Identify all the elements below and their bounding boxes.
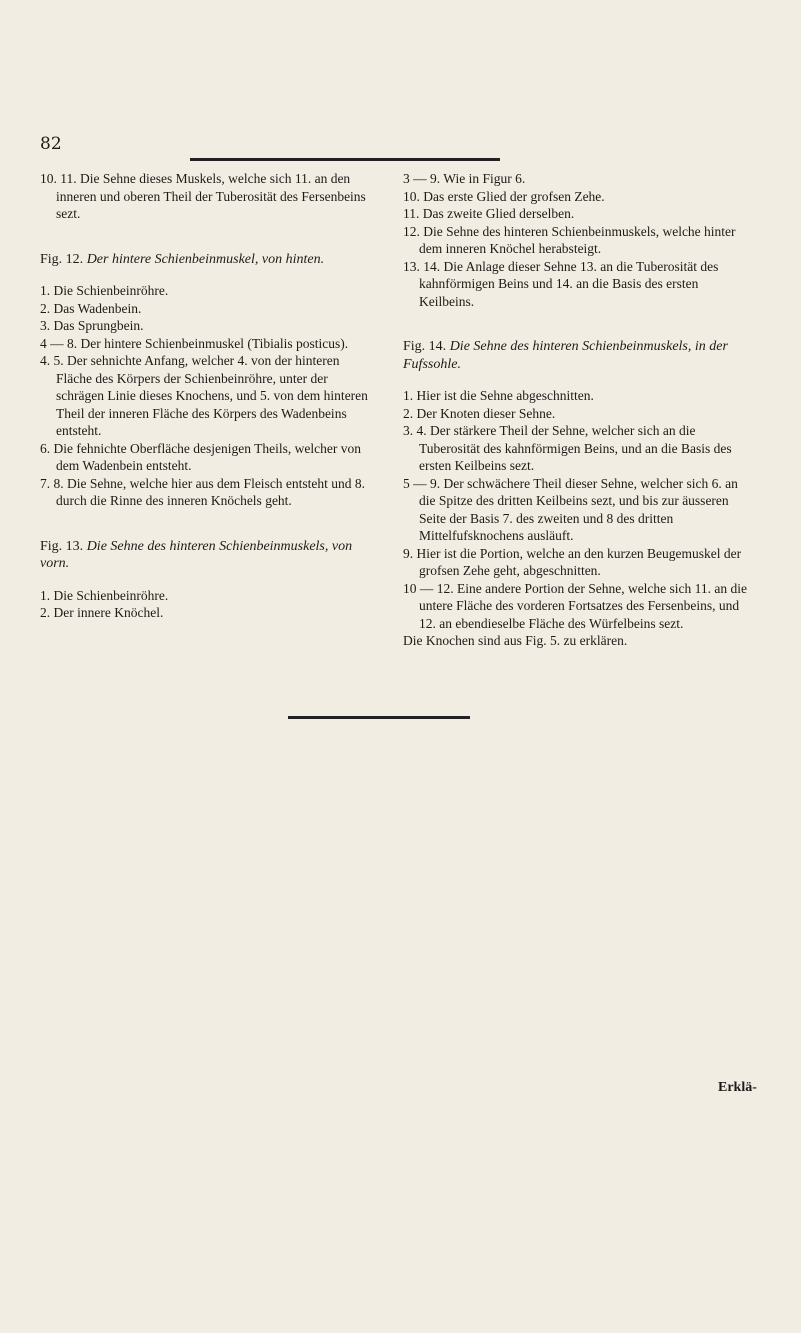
- fig-14-heading: [403, 338, 755, 373]
- top-rule: [190, 158, 500, 161]
- fig-14-title: Die Sehne des hinteren Schienbeinmuskels, in der Fufssohle.: [403, 339, 728, 372]
- fig-12-item-1: 1. Die Schienbeinröhre.: [40, 283, 169, 298]
- fig-13-heading: [40, 538, 370, 573]
- fig-14-label: Fig. 14.: [403, 339, 447, 354]
- fig-13-title: Die Sehne des hinteren Schienbeinmuskels, von vorn.: [40, 538, 353, 571]
- closing-line: Die Knochen sind aus Fig. 5. zu erklären.: [403, 633, 628, 648]
- fig-12-item-7: 7. 8. Die Sehne, welche hier aus dem Fleisch entsteht und 8. durch die Rinne des inneren Knöchels geht.: [40, 475, 366, 508]
- fig-14-item-3: 3. 4. Der stärkere Theil der Sehne, welcher sich an die Tuberosität des kahnförmigen Beins, und an die Basis des ersten Keilbeins sezt.: [403, 423, 732, 473]
- fig-12-label: Fig. 12.: [40, 251, 84, 267]
- fig-13-item-4: 10. Das erste Glied der grofsen Zehe.: [403, 188, 605, 204]
- middle-rule: [288, 716, 470, 719]
- right-column: [403, 170, 755, 650]
- fig-12-heading: [40, 251, 370, 269]
- paragraph-10-11: 10. 11. Die Sehne dieses Muskels, welche sich 11. an den inneren und oberen Theil der Tuberosität des Fersenbeins sezt.: [40, 171, 366, 221]
- fig-14-item-5: 9. Hier ist die Portion, welche an den kurzen Beugemuskel der grofsen Zehe geht, abgeschnitten.: [403, 545, 742, 578]
- fig-12-item-6: 6. Die fehnichte Oberfläche desjenigen Theils, welcher von dem Wadenbein entsteht.: [40, 440, 362, 473]
- fig-13-item-6: 12. Die Sehne des hinteren Schienbeinmuskels, welche hinter dem inneren Knöchel herabsteigt.: [403, 223, 736, 256]
- fig-12-item-3: 3. Das Sprungbein.: [40, 318, 144, 333]
- catchword: Erklä-: [718, 1080, 757, 1095]
- page-number: 82: [40, 134, 62, 154]
- fig-13-item-7: 13. 14. Die Anlage dieser Sehne 13. an die Tuberosität des kahnförmigen Beins und 14. an die Basis des ersten Keilbeins.: [403, 258, 719, 309]
- left-column: [40, 170, 370, 622]
- fig-13-item-2: 2. Der innere Knöchel.: [40, 605, 164, 620]
- fig-12-item-5: 4. 5. Der sehnichte Anfang, welcher 4. von der hinteren Fläche des Körpers der Schienbeinröhre, unter der schrägen Linie dieses Knochens, und 5. von dem hinteren Theil der inneren Fläche des Körpers des Wadenbeins entsteht.: [40, 353, 368, 438]
- fig-13-item-1: 1. Die Schienbeinröhre.: [40, 587, 169, 603]
- fig-14-item-4: 5 — 9. Der schwächere Theil dieser Sehne, welcher sich 6. an die Spitze des dritten Keilbeins sezt, und bis zur äusseren Seite der Basis 7. des zweiten und 8 des dritten Mittelfufsknochens ausläuft.: [403, 475, 738, 543]
- fig-14-item-6: 10 — 12. Eine andere Portion der Sehne, welche sich 11. an die untere Fläche des vorderen Fortsatzes des Fersenbeins, und 12. an ebendieselbe Fläche des Würfelbeins sezt.: [403, 580, 748, 631]
- fig-12-item-4: 4 — 8. Der hintere Schienbeinmuskel (Tibialis posticus).: [40, 335, 349, 351]
- fig-13-label: Fig. 13.: [40, 538, 84, 554]
- fig-12-title: Der hintere Schienbeinmuskel, von hinten.: [86, 251, 325, 267]
- fig-12-item-2: 2. Das Wadenbein.: [40, 300, 142, 316]
- fig-13-item-5: 11. Das zweite Glied derselben.: [403, 206, 575, 221]
- fig-14-item-1: 1. Hier ist die Sehne abgeschnitten.: [403, 388, 594, 403]
- fig-13-item-3: 3 — 9. Wie in Figur 6.: [403, 171, 526, 186]
- fig-14-item-2: 2. Der Knoten dieser Sehne.: [403, 405, 556, 421]
